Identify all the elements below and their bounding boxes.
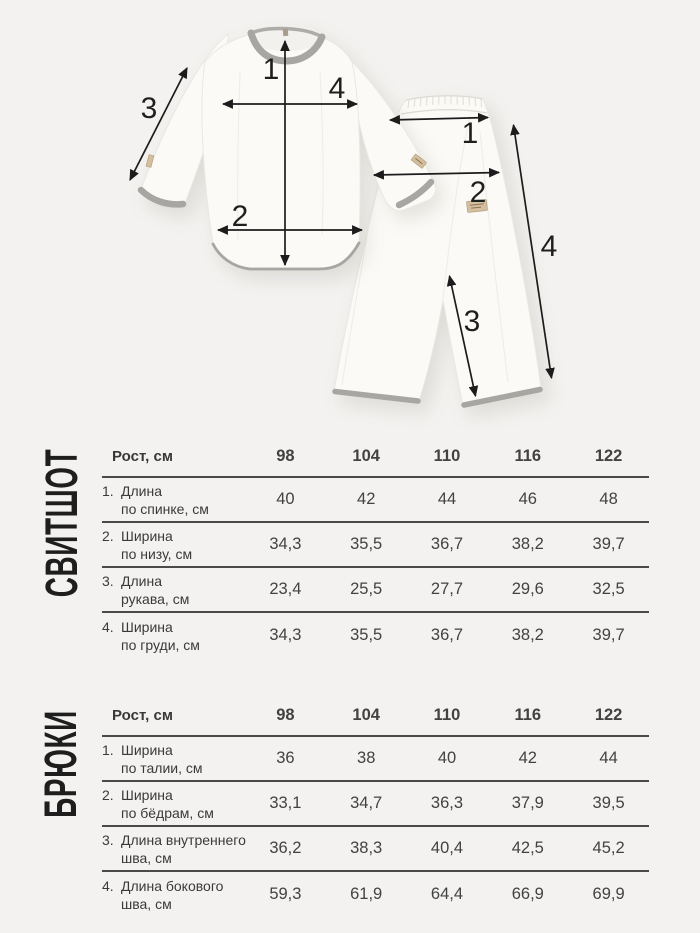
measurement-label-text [121, 877, 223, 913]
measurement-value: 35,5 [350, 626, 383, 644]
size-column-header: 110 [433, 705, 461, 724]
measurement-row [102, 872, 649, 917]
height-header-label: Рост, см [112, 706, 173, 724]
measurement-label-line2: шва, см [121, 895, 172, 912]
measurement-value: 35,5 [350, 535, 383, 553]
measurement-label-line1: Длина [121, 572, 162, 589]
measurement-value: 34,7 [350, 794, 383, 812]
measurement-value: 44 [599, 749, 618, 767]
measurement-label-line1: Длина бокового [121, 877, 224, 894]
size-column-header: 116 [514, 705, 542, 724]
measurement-value: 38,2 [511, 626, 544, 644]
measurement-value: 34,3 [269, 626, 302, 644]
sweatshirt-body [202, 30, 360, 269]
measurement-value: 39,7 [592, 626, 625, 644]
measurement-label-line1: Ширина [121, 618, 173, 635]
measurement-number: 1. [102, 482, 114, 499]
measurement-number: 2. [102, 786, 114, 803]
measurement-row [102, 613, 649, 658]
measurement-label-line1: Длина внутреннего [121, 831, 246, 848]
label-waist-width: 1 [461, 117, 479, 150]
measurement-value: 38 [357, 749, 376, 767]
measurement-value: 48 [599, 490, 618, 508]
size-column-header: 98 [276, 447, 295, 465]
measurement-label-text [121, 741, 203, 777]
measurement-number: 2. [102, 527, 114, 544]
measurement-value: 36,7 [430, 535, 464, 553]
label-side-seam: 4 [540, 230, 558, 263]
measurement-value: 38,2 [511, 535, 544, 553]
measurement-value: 40,4 [430, 839, 464, 857]
measurement-value: 61,9 [350, 885, 383, 903]
measurement-value: 46 [518, 490, 537, 508]
section-title-pants: БРЮКИ [35, 710, 86, 818]
size-column-header: 104 [352, 705, 380, 724]
measurement-label-line2: по низу, см [121, 545, 193, 562]
measurement-label-text [121, 482, 209, 518]
measurement-label-line1: Ширина [121, 527, 173, 544]
measurement-row [102, 478, 649, 523]
size-table-header-row [102, 437, 649, 478]
measurement-label [102, 527, 245, 563]
measurement-value: 69,9 [592, 885, 625, 903]
measurement-row [102, 782, 649, 827]
measurement-value: 66,9 [511, 885, 544, 903]
label-bottom-width: 2 [231, 200, 249, 233]
measurement-label [102, 741, 245, 777]
measurement-label [102, 786, 245, 822]
size-column-header: 116 [514, 447, 542, 465]
measurement-value: 33,1 [269, 794, 302, 812]
measurement-value: 23,4 [269, 580, 302, 598]
size-column-header: 98 [276, 705, 295, 724]
size-table-header-row [102, 695, 649, 737]
measurement-label-line2: рукава, см [121, 590, 190, 607]
size-column-header: 110 [433, 447, 461, 465]
measurement-value: 39,7 [592, 535, 625, 553]
measurement-value: 36,7 [430, 626, 464, 644]
measurement-number: 4. [102, 618, 114, 635]
measurement-label-text [121, 831, 246, 867]
measurement-row [102, 737, 649, 782]
measurement-value: 64,4 [430, 885, 464, 903]
measurement-value: 37,9 [511, 794, 544, 812]
collar-label-icon [283, 29, 288, 36]
size-column-header: 104 [352, 447, 380, 465]
measurement-number: 4. [102, 877, 114, 894]
measurement-label-text [121, 618, 200, 654]
measurement-label-text [121, 786, 214, 822]
measurement-label-line2: по груди, см [121, 636, 200, 653]
measurement-number: 1. [102, 741, 114, 758]
measurement-value: 25,5 [350, 580, 383, 598]
measurement-label-line2: по спинке, см [121, 500, 209, 517]
measurement-value: 27,7 [430, 580, 464, 598]
measurement-number: 3. [102, 572, 114, 589]
label-chest-width: 4 [328, 72, 346, 105]
measurement-value: 42,5 [511, 839, 544, 857]
measurement-label-line2: по талии, см [121, 759, 203, 776]
measurement-label-text [121, 572, 189, 608]
measurement-label-line1: Ширина [121, 786, 173, 803]
measurement-value: 36,3 [430, 794, 464, 812]
measurement-value: 40 [276, 490, 295, 508]
measurement-label-line2: по бёдрам, см [121, 804, 214, 821]
size-column-header: 122 [594, 705, 623, 724]
label-back-length: 1 [262, 53, 280, 86]
measurement-value: 32,5 [592, 580, 625, 598]
height-header-label: Рост, см [112, 448, 173, 465]
measurement-row [102, 523, 649, 568]
measurement-value: 42 [518, 749, 537, 767]
measurement-label-line1: Длина [121, 482, 162, 499]
measurement-value: 36,2 [269, 839, 302, 857]
measurement-label [102, 572, 245, 608]
size-column-header: 122 [594, 447, 623, 465]
measurement-row [102, 827, 649, 872]
measurement-value: 36 [276, 749, 295, 767]
section-title-sweatshirt: СВИТШОТ [36, 448, 87, 598]
sweatshirt-size-table [102, 437, 649, 658]
measurement-label [102, 831, 245, 867]
measurement-label [102, 877, 245, 913]
measurement-label-line1: Ширина [121, 741, 173, 758]
measurement-label [102, 482, 245, 518]
measurement-value: 45,2 [592, 839, 625, 857]
measurement-value: 39,5 [592, 794, 625, 812]
measurement-value: 29,6 [511, 580, 544, 598]
measurement-value: 44 [437, 490, 457, 508]
measurement-value: 38,3 [350, 839, 383, 857]
measurement-label-line2: шва, см [121, 849, 172, 866]
label-inner-seam: 3 [463, 305, 481, 338]
measurement-value: 59,3 [269, 885, 302, 903]
measurement-value: 34,3 [269, 535, 302, 553]
measurement-label-text [121, 527, 192, 563]
label-sleeve-length: 3 [140, 92, 158, 125]
measurement-number: 3. [102, 831, 114, 848]
label-hip-width: 2 [469, 176, 487, 209]
product-photo [0, 0, 700, 430]
measurement-value: 40 [437, 749, 457, 767]
measurement-row [102, 568, 649, 613]
measurement-label [102, 618, 245, 654]
pants-size-table [102, 695, 649, 917]
measurement-value: 42 [357, 490, 376, 508]
